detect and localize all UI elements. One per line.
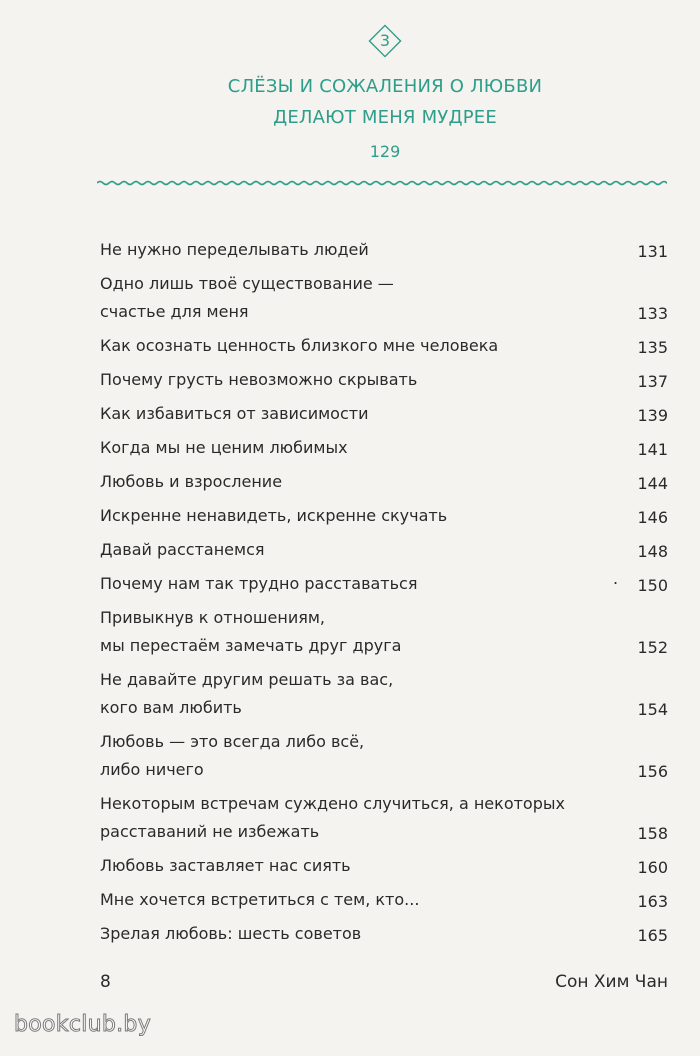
toc-entry-page: 144	[637, 474, 668, 493]
toc-entry-page: 133	[637, 304, 668, 323]
toc-entry-title: Любовь заставляет нас сиять	[100, 856, 351, 875]
toc-entry-title: Любовь и взросление	[100, 472, 283, 491]
chapter-page-number: 129	[369, 142, 401, 161]
toc-entry-title: Не нужно переделывать людей	[100, 240, 369, 259]
toc-entry[interactable]	[100, 502, 668, 532]
toc-entry-title: Не давайте другим решать за вас,	[100, 670, 394, 689]
toc-entry-page: 152	[637, 638, 668, 657]
toc-entry-page: 150	[637, 576, 668, 595]
chapter-number-badge	[367, 23, 403, 59]
toc-entry[interactable]	[100, 886, 668, 916]
toc-entry-page: 154	[637, 700, 668, 719]
chapter-number: 3	[379, 31, 391, 50]
toc-entry[interactable]	[100, 270, 668, 328]
toc-entry[interactable]	[100, 570, 668, 600]
toc-entry-title: расставаний не избежать	[100, 822, 320, 841]
toc-entry-title: Когда мы не ценим любимых	[100, 438, 348, 457]
toc-entry-title: Привыкнув к отношениям,	[100, 608, 325, 627]
toc-entry-title: Давай расстанемся	[100, 540, 265, 559]
toc-entry-page: 141	[637, 440, 668, 459]
toc-entry[interactable]	[100, 790, 668, 848]
toc-entry-title: Почему нам так трудно расставаться	[100, 574, 418, 593]
toc-entry[interactable]	[100, 852, 668, 882]
toc-entry[interactable]	[100, 434, 668, 464]
toc-entry-page: 139	[637, 406, 668, 425]
table-of-contents	[100, 236, 668, 954]
toc-entry-title: кого вам любить	[100, 698, 242, 717]
toc-entry[interactable]	[100, 536, 668, 566]
toc-entry-title: Зрелая любовь: шесть советов	[100, 924, 362, 943]
toc-entry[interactable]	[100, 400, 668, 430]
toc-entry-page: 158	[637, 824, 668, 843]
toc-entry-page: 165	[637, 926, 668, 945]
toc-entry-page: 137	[637, 372, 668, 391]
toc-entry[interactable]	[100, 366, 668, 396]
toc-entry-title: либо ничего	[100, 760, 204, 779]
stray-mark: .	[613, 569, 619, 588]
toc-entry[interactable]	[100, 920, 668, 950]
toc-entry-title: Как осознать ценность близкого мне человека	[100, 336, 499, 355]
chapter-title-line1: СЛЁЗЫ И СОЖАЛЕНИЯ О ЛЮБВИ	[227, 76, 543, 97]
toc-entry-title: Мне хочется встретиться с тем, кто...	[100, 890, 420, 909]
toc-entry-title: Как избавиться от зависимости	[100, 404, 369, 423]
footer-page-number: 8	[100, 972, 111, 992]
toc-entry-page: 163	[637, 892, 668, 911]
toc-entry[interactable]	[100, 236, 668, 266]
toc-entry-title: Почему грусть невозможно скрывать	[100, 370, 418, 389]
toc-entry-page: 131	[637, 242, 668, 261]
toc-entry-title: счастье для меня	[100, 302, 249, 321]
toc-entry[interactable]	[100, 332, 668, 362]
watermark: bookclub.by	[14, 1012, 152, 1037]
toc-entry-page: 148	[637, 542, 668, 561]
toc-entry-title: Искренне ненавидеть, искренне скучать	[100, 506, 448, 525]
footer-author: Сон Хим Чан	[555, 972, 668, 992]
toc-entry-title: Любовь — это всегда либо всё,	[100, 732, 365, 751]
toc-entry-title: Некоторым встречам суждено случиться, а некоторых	[100, 794, 565, 813]
toc-entry-page: 135	[637, 338, 668, 357]
wavy-divider	[97, 176, 667, 190]
toc-entry-title: мы перестаём замечать друг друга	[100, 636, 402, 655]
toc-entry[interactable]	[100, 666, 668, 724]
toc-entry[interactable]	[100, 468, 668, 498]
toc-entry-page: 156	[637, 762, 668, 781]
toc-entry[interactable]	[100, 604, 668, 662]
toc-entry-page: 146	[637, 508, 668, 527]
toc-entry[interactable]	[100, 728, 668, 786]
toc-entry-title: Одно лишь твоё существование —	[100, 274, 394, 293]
chapter-title-line2: ДЕЛАЮТ МЕНЯ МУДРЕЕ	[273, 107, 497, 128]
toc-entry-page: 160	[637, 858, 668, 877]
